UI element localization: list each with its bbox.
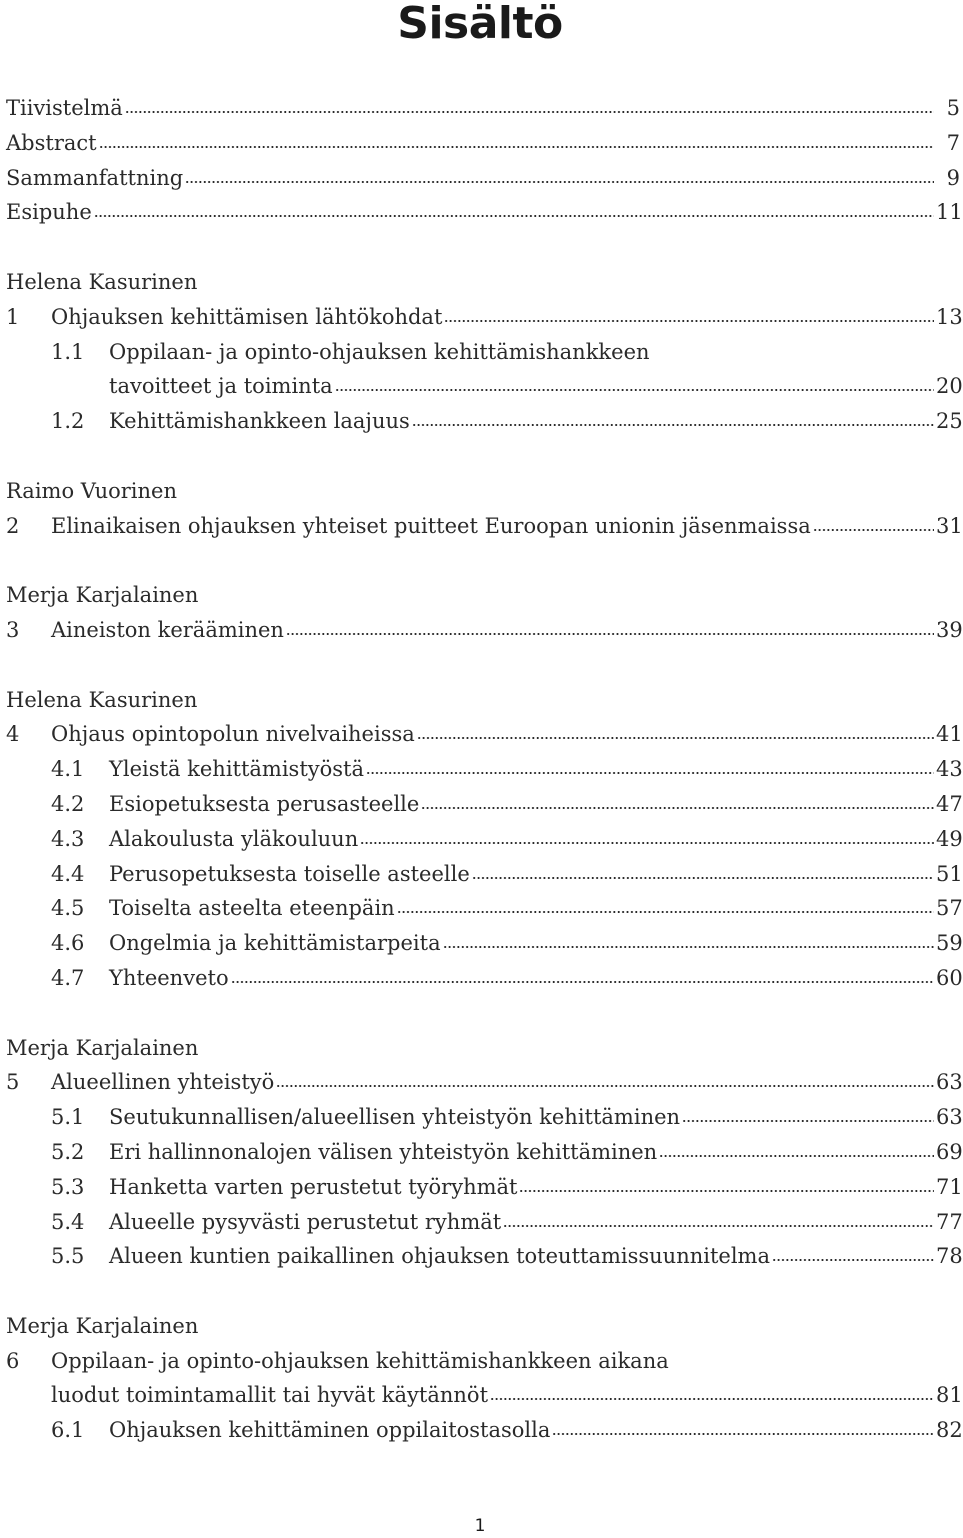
toc-entry-page: 13 [936, 304, 963, 329]
toc-entry-number: 5.4 [51, 1209, 85, 1234]
toc-entry[interactable] [6, 126, 960, 161]
dot-leader [659, 1154, 934, 1158]
dot-leader [185, 180, 934, 184]
toc-entry-number: 6 [6, 1348, 20, 1373]
toc-entry-page: 11 [936, 200, 963, 225]
toc-entry[interactable] [6, 404, 963, 439]
toc-entry-title: tavoitteet ja toiminta [109, 374, 333, 399]
toc-entry-title: Kehittämishankkeen laajuus [109, 409, 410, 434]
toc-entry-title: Alueelle pysyvästi perustetut ryhmät [109, 1209, 502, 1234]
toc-entry-title: Toiselta asteelta eteenpäin [109, 896, 395, 921]
toc-entry-title: Yhteenveto [109, 965, 229, 990]
dot-leader [443, 945, 934, 949]
toc-entry-page: 82 [936, 1418, 963, 1443]
toc-entry-page: 25 [936, 409, 963, 434]
dot-leader [125, 110, 934, 114]
toc-entry-title: Ohjaus opintopolun nivelvaiheissa [51, 722, 415, 747]
toc-entry-title: Seutukunnallisen/alueellisen yhteistyön kehittäminen [109, 1105, 681, 1130]
toc-entry-continuation[interactable] [6, 1378, 963, 1413]
dot-leader [682, 1119, 934, 1123]
toc-entry[interactable] [6, 1413, 963, 1448]
toc-entry-page: 43 [936, 757, 963, 782]
toc-entry-number: 2 [6, 513, 20, 538]
section-author: Merja Karjalainen [6, 1035, 199, 1060]
toc-entry-number: 4.3 [51, 826, 85, 851]
toc-entry[interactable] [6, 195, 963, 230]
dot-leader [231, 980, 934, 984]
toc-entry-number: 6.1 [51, 1418, 85, 1443]
dot-leader [503, 1224, 934, 1228]
dot-leader [360, 841, 934, 845]
toc-entry-page: 5 [946, 96, 960, 120]
toc-entry-page: 31 [936, 513, 963, 538]
toc-entry[interactable] [6, 300, 963, 335]
toc-entry-number: 3 [6, 617, 20, 642]
toc-entry-page: 47 [936, 791, 963, 816]
toc-entry-number: 5.2 [51, 1139, 85, 1164]
toc-entry-title: Aineiston kerääminen [51, 617, 284, 642]
dot-leader [276, 1084, 934, 1088]
toc-entry[interactable] [6, 509, 963, 544]
dot-leader [335, 388, 934, 392]
toc-entry-title: Esiopetuksesta perusasteelle [109, 791, 420, 816]
toc-entry-page: 51 [936, 861, 963, 886]
toc-entry-page: 20 [936, 374, 963, 399]
toc-entry-title: Ongelmia ja kehittämistarpeita [109, 931, 441, 956]
dot-leader [417, 736, 934, 740]
toc-entry[interactable] [6, 1065, 963, 1100]
toc-entry-page: 59 [936, 931, 963, 956]
toc-entry[interactable] [6, 1344, 960, 1379]
dot-leader [412, 423, 934, 427]
toc-entry[interactable] [6, 717, 963, 752]
toc-entry-page: 77 [936, 1209, 963, 1234]
toc-entry-title: Esipuhe [6, 200, 92, 225]
toc-entry[interactable] [6, 752, 963, 787]
toc-entry[interactable] [6, 787, 963, 822]
toc-entry-page: 69 [936, 1139, 963, 1164]
toc-entry-number: 4.2 [51, 791, 85, 816]
toc-entry-title: Ohjauksen kehittämisen lähtökohdat [51, 304, 443, 329]
section-author: Merja Karjalainen [6, 583, 199, 608]
dot-leader [94, 214, 934, 218]
toc-entry-title: Ohjauksen kehittäminen oppilaitostasolla [109, 1418, 551, 1443]
toc-entry-number: 4.5 [51, 896, 85, 921]
toc-entry[interactable] [6, 161, 960, 196]
toc-entry-number: 4.7 [51, 965, 85, 990]
toc-entry[interactable] [6, 91, 960, 126]
toc-entry-page: 7 [946, 130, 960, 155]
dot-leader [366, 771, 934, 775]
dot-leader [472, 876, 934, 880]
dot-leader [772, 1258, 934, 1262]
dot-leader [519, 1189, 934, 1193]
toc-entry-number: 1.2 [51, 409, 85, 434]
toc-entry-number: 4 [6, 722, 20, 747]
toc-entry-page: 49 [936, 826, 963, 851]
toc-entry-page: 63 [936, 1070, 963, 1095]
table-of-contents [6, 91, 963, 1448]
toc-entry[interactable] [6, 1135, 963, 1170]
toc-entry-number: 1.1 [51, 339, 85, 364]
page-number: 1 [474, 1516, 486, 1536]
toc-entry-number: 5.1 [51, 1105, 85, 1130]
toc-entry[interactable] [6, 961, 963, 996]
toc-entry-page: 57 [936, 896, 963, 921]
dot-leader [421, 806, 934, 810]
toc-entry-title: Hanketta varten perustetut työryhmät [109, 1174, 518, 1199]
page-title: Sisältö [397, 0, 563, 49]
dot-leader [397, 910, 934, 914]
dot-leader [813, 528, 934, 532]
toc-entry-number: 4.6 [51, 931, 85, 956]
toc-entry-title: Tiivistelmä [6, 96, 123, 120]
dot-leader [286, 632, 934, 636]
toc-entry-number: 4.1 [51, 757, 85, 782]
toc-entry-page: 78 [936, 1244, 963, 1269]
toc-entry[interactable] [6, 1170, 963, 1205]
toc-entry-title: Oppilaan- ja opinto-ohjauksen kehittämishankkeen [109, 339, 650, 364]
toc-entry-title: Perusopetuksesta toiselle asteelle [109, 861, 470, 886]
toc-entry-title: luodut toimintamallit tai hyvät käytännöt [51, 1383, 489, 1408]
toc-entry[interactable] [6, 1100, 963, 1135]
toc-entry-page: 81 [936, 1383, 963, 1408]
toc-entry-number: 5.3 [51, 1174, 85, 1199]
toc-entry-title: Elinaikaisen ohjauksen yhteiset puitteet Euroopan unionin jäsenmaissa [51, 513, 811, 538]
dot-leader [444, 319, 934, 323]
toc-entry-number: 5.5 [51, 1244, 85, 1269]
toc-entry-page: 41 [936, 722, 963, 747]
toc-entry-page: 9 [946, 165, 960, 190]
toc-entry[interactable] [6, 1205, 963, 1240]
toc-entry[interactable] [6, 857, 963, 892]
section-author: Helena Kasurinen [6, 687, 198, 712]
toc-entry-title: Oppilaan- ja opinto-ohjauksen kehittämishankkeen aikana [51, 1348, 669, 1373]
dot-leader [490, 1397, 934, 1401]
toc-entry-title: Abstract [6, 130, 97, 155]
toc-entry-page: 39 [936, 617, 963, 642]
section-author: Raimo Vuorinen [6, 478, 177, 503]
toc-entry-title: Yleistä kehittämistyöstä [109, 757, 365, 782]
toc-entry[interactable] [6, 1239, 963, 1274]
toc-entry-number: 5 [6, 1070, 20, 1095]
toc-entry-title: Alakoulusta yläkouluun [109, 826, 359, 851]
toc-entry[interactable] [6, 891, 963, 926]
toc-entry[interactable] [6, 822, 963, 857]
toc-entry-number: 1 [6, 304, 20, 329]
toc-entry-title: Alueen kuntien paikallinen ohjauksen toteuttamissuunnitelma [109, 1244, 770, 1269]
toc-entry-title: Alueellinen yhteistyö [51, 1070, 275, 1095]
toc-entry-page: 63 [936, 1105, 963, 1130]
toc-entry[interactable] [6, 613, 963, 648]
toc-entry-title: Sammanfattning [6, 165, 184, 190]
section-author: Helena Kasurinen [6, 269, 198, 294]
toc-entry-title: Eri hallinnonalojen välisen yhteistyön kehittäminen [109, 1139, 658, 1164]
dot-leader [552, 1432, 934, 1436]
dot-leader [99, 145, 934, 149]
toc-entry[interactable] [6, 926, 963, 961]
toc-entry-continuation[interactable] [6, 369, 963, 404]
toc-entry-number: 4.4 [51, 861, 85, 886]
toc-entry-page: 60 [936, 965, 963, 990]
section-author: Merja Karjalainen [6, 1313, 199, 1338]
toc-entry-page: 71 [936, 1174, 963, 1199]
toc-entry[interactable] [6, 335, 960, 370]
